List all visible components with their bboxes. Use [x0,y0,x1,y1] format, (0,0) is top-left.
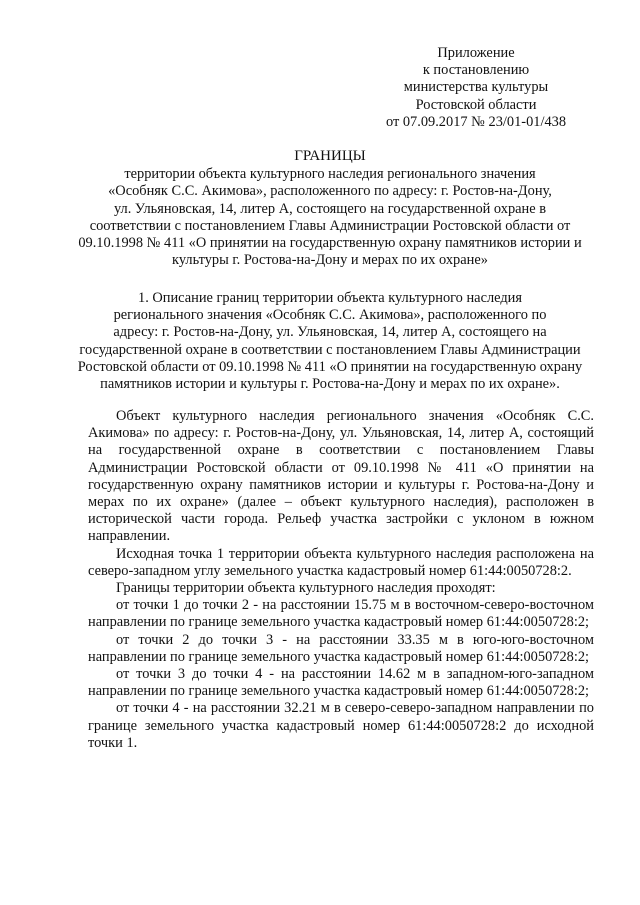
subtitle-line: территории объекта культурного наследия регионального значения [124,166,536,183]
appendix-line: министерства культуры [403,79,549,96]
body-paragraph: от точки 3 до точки 4 - на расстоянии 14.62 м в западном-юго-западном направлении по границе земельного участка кадастровый номер 61:44:0050728:2; [88,666,594,700]
section-heading-line: регионального значения «Особняк С.С. Акимова», расположенного по [113,307,547,324]
appendix-block [370,45,582,131]
subtitle-line: соответствии с постановлением Главы Администрации Ростовской области от [89,217,571,234]
section-heading-line: 1. Описание границ территории объекта культурного наследия [138,290,522,306]
subtitle-line: ул. Ульяновская, 14, литер А, состоящего на государственной охране в [113,200,547,217]
body-paragraph: от точки 2 до точки 3 - на расстоянии 33.35 м в юго-юго-восточном направлении по границе земельного участка кадастровый номер 61:44:0050728:2; [88,631,594,665]
section-heading-line: Ростовской области от 09.10.1998 № 411 «О принятии на государственную охрану [77,358,583,375]
body-paragraph: от точки 1 до точки 2 - на расстоянии 15.75 м в восточном-северо-восточном направлении по границе земельного участка кадастровый номер 61:44:0050728:2; [88,597,594,631]
document-subtitle [60,166,600,269]
appendix-line: Ростовской области [415,96,537,113]
section-heading-line: памятников истории и культуры г. Ростова-на-Дону и мерах по их охране». [100,376,560,393]
body-text [88,408,594,752]
body-paragraph: Границы территории объекта культурного наследия проходят: [116,580,496,597]
subtitle-line: «Особняк С.С. Акимова», расположенного по адресу: г. Ростов-на-Дону, [108,183,552,200]
section-heading-line: государственной охране в соответствии с постановлением Главы Администрации [79,341,581,358]
section-1-heading [60,290,600,393]
appendix-line: от 07.09.2017 № 23/01-01/438 [385,113,567,130]
body-paragraph: Объект культурного наследия регионального значения «Особняк С.С. Акимова» по адресу: г. Ростов-на-Дону, ул. Ульяновская, 14, литер А, состоящий на государственной охране в соответствии с постановлением Главы Администрации Ростовской области от 09.10.1998 № 411 «О принятии на государственную охрану памятников истории и культуры г. Ростова-на-Дону и мерах по их охране» (далее – объект культурного наследия), расположен в исторической части города. Рельеф участка застройки с уклоном в южном направлении. [88,408,594,545]
appendix-line: Приложение [437,45,515,61]
document-title: ГРАНИЦЫ [294,148,366,164]
body-paragraph: Исходная точка 1 территории объекта культурного наследия расположена на северо-западном углу земельного участка кадастровый номер 61:44:0050728:2. [88,545,594,579]
appendix-line: к постановлению [422,62,530,79]
document-title-block [60,148,600,269]
subtitle-line: 09.10.1998 № 411 «О принятии на государственную охрану памятников истории и [78,235,582,252]
subtitle-line: культуры г. Ростова-на-Дону и мерах по их охране» [172,252,488,269]
section-heading-line: адресу: г. Ростов-на-Дону, ул. Ульяновская, 14, литер А, состоящего на [113,324,547,341]
body-paragraph: от точки 4 - на расстоянии 32.21 м в северо-северо-западном направлении по границе земельного участка кадастровый номер 61:44:0050728:2 до исходной точки 1. [88,700,594,751]
